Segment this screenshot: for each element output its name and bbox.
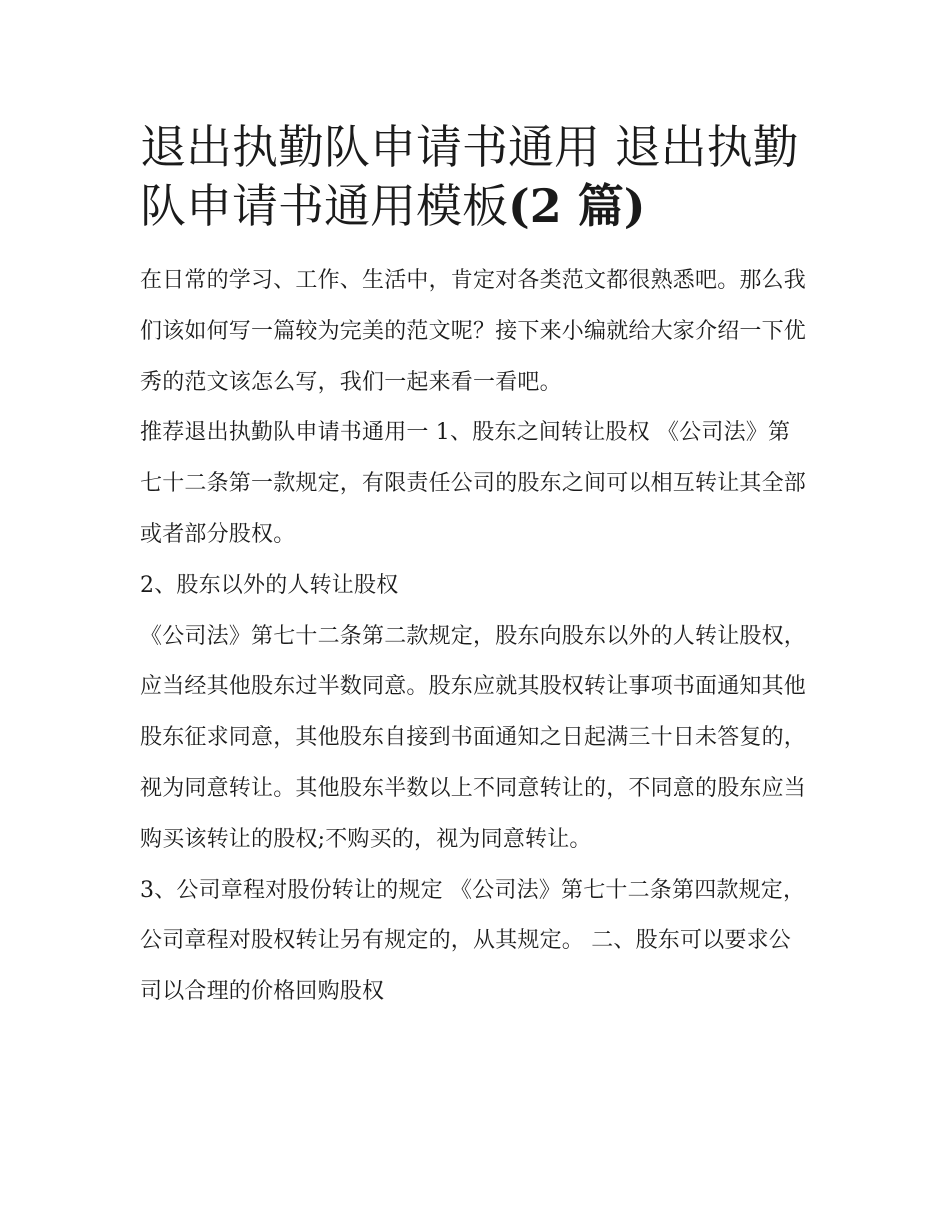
- title-count: (2 篇): [508, 179, 646, 233]
- document-body: [140, 118, 812, 1018]
- intro-paragraph: 在日常的学习、工作、生活中，肯定对各类范文都很熟悉吧。那么我们该如何写一篇较为完美的范文呢？接下来小编就给大家介绍一下优秀的范文该怎么写，我们一起来看一看吧。: [140, 268, 807, 395]
- paragraph-2: 2、股东以外的人转让股权: [140, 572, 399, 598]
- paragraph-4: 3、公司章程对股份转让的规定 《公司法》第七十二条第四款规定，公司章程对股权转让另有规定的，从其规定。 二、股东可以要求公司以合理的价格回购股权: [140, 877, 806, 1005]
- paragraph-3: 《公司法》第七十二条第二款规定，股东向股东以外的人转让股权，应当经其他股东过半数同意。股东应就其股权转让事项书面通知其他股东征求同意，其他股东自接到书面通知之日起满三十日未答复的，视为同意转让。其他股东半数以上不同意转让的，不同意的股东应当购买该转让的股权;不购买的，视为同意转让。: [140, 623, 807, 852]
- title-main: 退出执勤队申请书通用 退出执勤队申请书通用模板: [140, 120, 799, 233]
- paragraph-1: 推荐退出执勤队申请书通用一 1、股东之间转让股权 《公司法》第七十二条第一款规定，有限责任公司的股东之间可以相互转让其全部或者部分股权。: [140, 420, 807, 547]
- document-title: [140, 118, 812, 236]
